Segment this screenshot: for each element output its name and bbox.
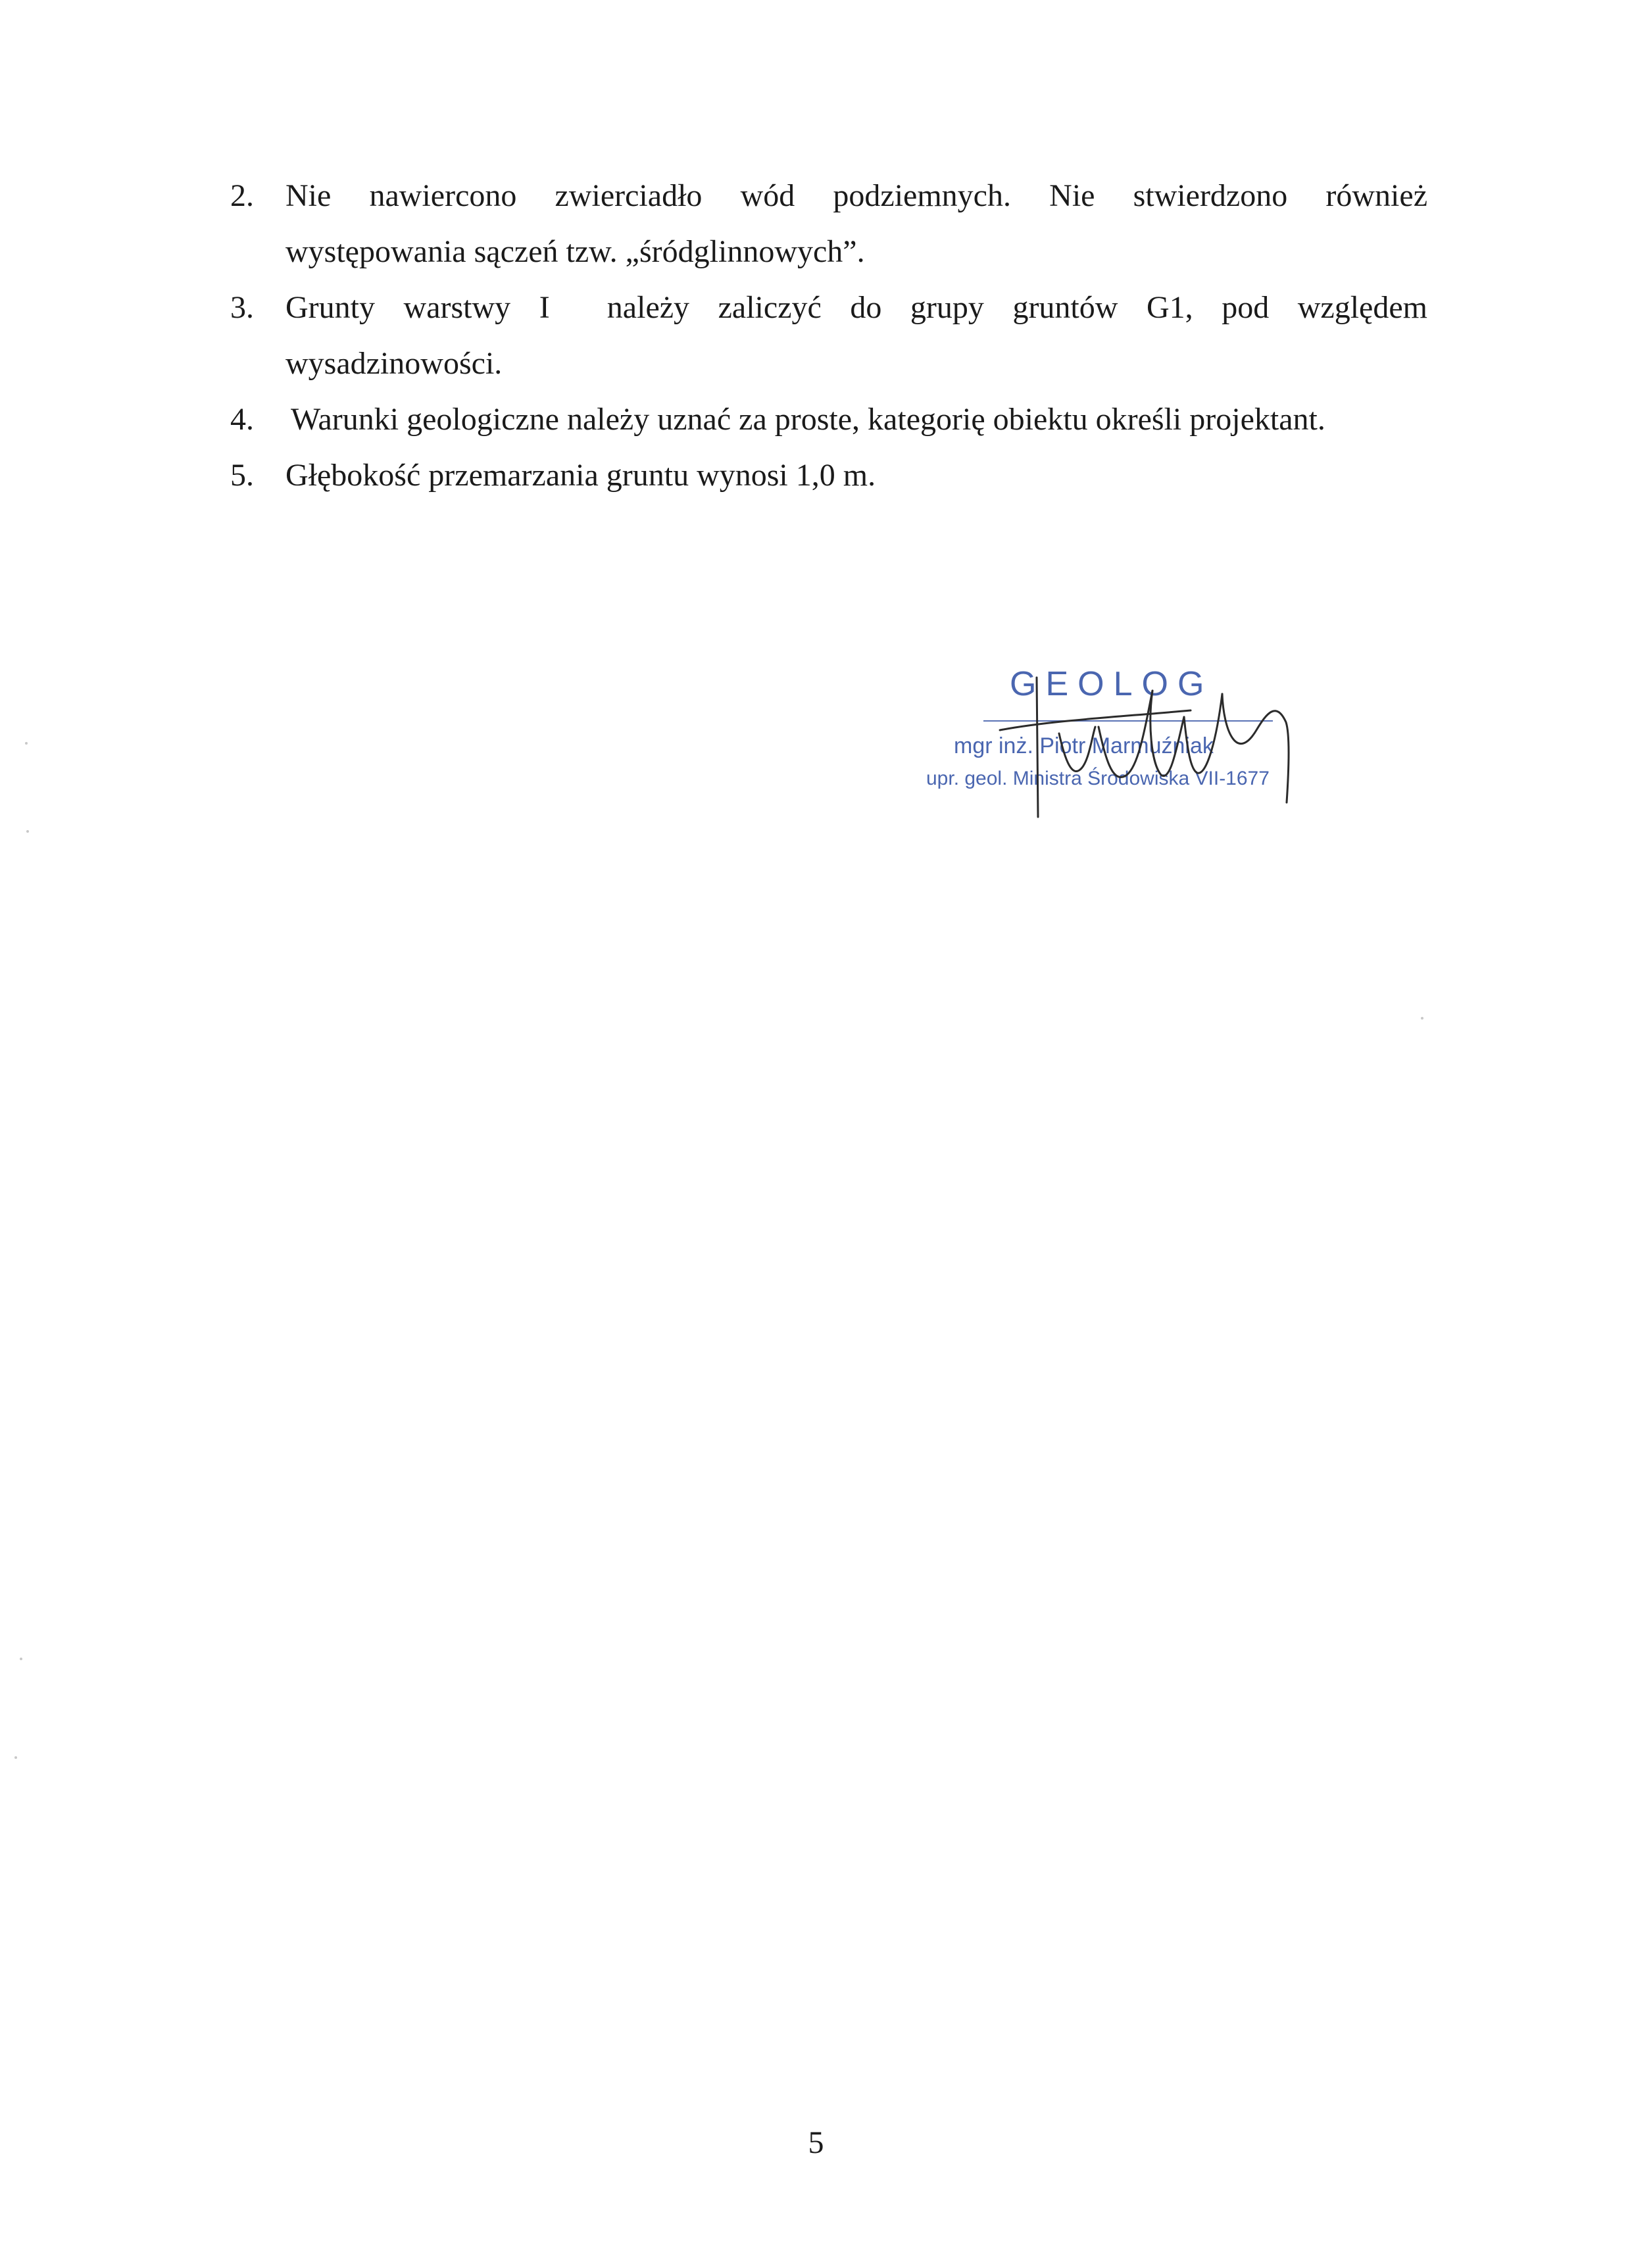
conclusion-text-line: występowania sączeń tzw. „śródglinnowych”.: [285, 234, 865, 269]
page-number: 5: [808, 2125, 824, 2160]
conclusion-number: 5.: [230, 458, 254, 493]
signature-stroke: [1184, 694, 1222, 773]
conclusion-text-line: Nie nawiercono zwierciadło wód podziemnych. Nie stwierdzono również: [285, 178, 1427, 213]
scan-speck: [14, 1756, 17, 1759]
conclusion-item-4: [230, 391, 1427, 447]
scan-speck: [25, 742, 28, 745]
signature-stroke: [1222, 694, 1289, 802]
conclusion-number: 2.: [230, 178, 254, 213]
conclusion-text-line: wysadzinowości.: [285, 346, 503, 381]
scan-speck: [1421, 1017, 1423, 1020]
conclusion-text-line: Grunty warstwy I należy zaliczyć do grupy gruntów G1, pod względem: [285, 290, 1427, 325]
conclusion-item-5: [230, 447, 1427, 503]
signature-stroke: [1037, 678, 1038, 817]
scan-speck: [20, 1658, 22, 1660]
conclusion-number: 4.: [230, 402, 254, 437]
handwritten-signature: [908, 664, 1316, 835]
conclusions-list: [230, 168, 1427, 503]
signature-stroke: [1099, 691, 1152, 777]
stamp-name: mgr inż. Piotr Marmuźniak: [954, 733, 1214, 758]
scan-speck: [26, 830, 29, 833]
signature-stroke: [1059, 727, 1095, 772]
conclusion-number: 3.: [230, 290, 254, 325]
conclusion-text-line: Warunki geologiczne należy uznać za proste, kategorię obiektu określi projektant.: [291, 402, 1325, 437]
stamp-title: GEOLOG: [1010, 665, 1214, 703]
conclusion-item-2: [230, 168, 1427, 280]
signature-stroke: [1150, 691, 1184, 776]
stamp-license: upr. geol. Ministra Środowiska VII-1677: [926, 768, 1270, 789]
conclusion-item-3: [230, 280, 1427, 391]
conclusion-text-line: Głębokość przemarzania gruntu wynosi 1,0 m.: [285, 458, 876, 493]
